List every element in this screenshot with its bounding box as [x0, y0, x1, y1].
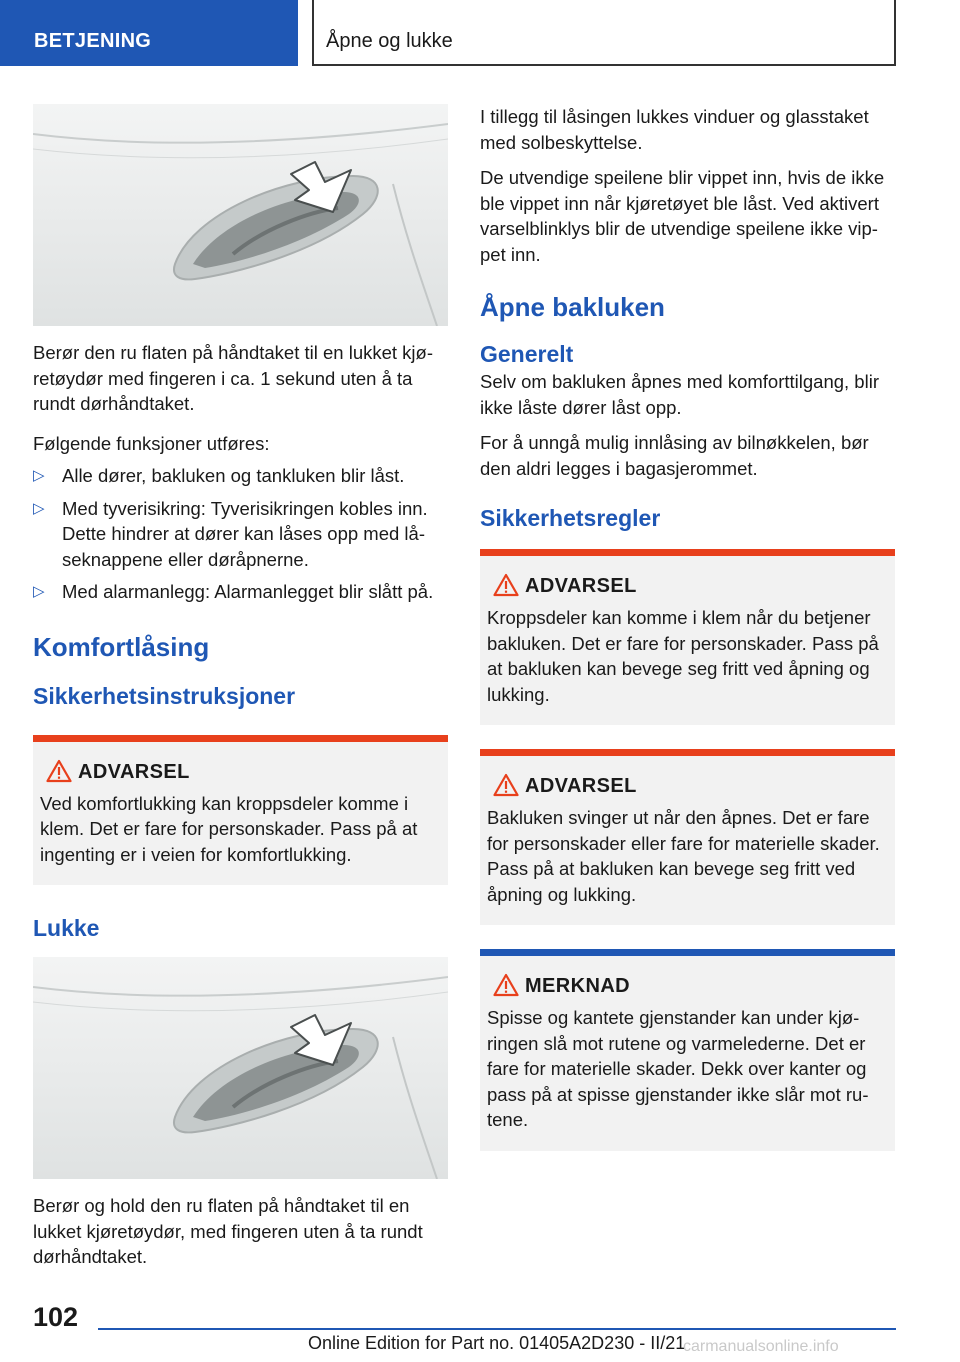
note-text: Spisse og kantete gjenstander kan under kjøringen slå mot rutene og varmelederne. Det er fare for materielle skader. Dekk over kanter og pass på at spisse gjenstander ikke slår mot rutene.: [487, 1007, 869, 1130]
heading-sikkerhetsinstruksjoner: Sikkerhetsinstruksjoner: [33, 682, 296, 709]
warning-title: ADVARSEL: [525, 575, 637, 597]
heading-komfortlasing: Komfortlåsing: [33, 631, 210, 662]
warning-icon: [493, 973, 519, 997]
para-mirrors: De utvendige speilene blir vippet inn, hvis de ikke ble vippet inn når kjøretøyet ble låst. Ved aktivert varselblinklys blir de utvendige speilene ikke vippet inn.: [480, 167, 885, 265]
warning-icon: [493, 773, 519, 797]
warning-text: Ved komfortlukking kan kroppsdeler komme i klem. Det er fare for personskader. Pass på at ingenting er i veien for komfortlukking.: [40, 792, 418, 865]
note-box: [480, 949, 895, 1151]
bullet-triangle-icon: ▷: [33, 467, 45, 484]
section-tab: [0, 0, 298, 66]
warning-box: [480, 749, 895, 925]
para-comfort-access: Selv om bakluken åpnes med komforttilgang, blir ikke låste dører låst opp.: [480, 371, 879, 418]
heading-lukke: Lukke: [33, 915, 100, 941]
bullet-triangle-icon: ▷: [33, 583, 45, 600]
functions-intro: Følgende funksjoner utføres:: [33, 432, 270, 454]
bullet-triangle-icon: ▷: [33, 499, 45, 517]
warning-title: ADVARSEL: [78, 760, 190, 783]
warning-icon: [493, 573, 519, 597]
right-column: [480, 104, 895, 1151]
footer-divider: [98, 1328, 896, 1330]
chapter-title: Åpne og lukke: [326, 30, 453, 52]
page-header: [0, 0, 960, 66]
door-handle-illustration-1: [33, 104, 448, 326]
chapter-tab: [312, 0, 896, 66]
list-item: ▷ Med alarmanlegg: Alarmanlegget blir slått på.: [33, 579, 448, 605]
functions-list: [33, 463, 448, 605]
para-key-lockin: For å unngå mulig innlåsing av bilnøkkelen, bør den aldri legges i bagasjerommet.: [480, 432, 869, 479]
page-number: 102: [33, 1302, 79, 1332]
warning-icon: [46, 759, 72, 783]
warning-box: [480, 549, 895, 725]
section-title: BETJENING: [34, 30, 152, 52]
caption-lock-touch: Berør og hold den ru flaten på håndtaket til en lukket kjøretøydør, med fingeren uten å ta rundt dørhåndtaket.: [33, 1195, 423, 1267]
heading-generelt: Generelt: [480, 341, 574, 367]
note-title: MERKNAD: [525, 975, 631, 997]
warning-text: Bakluken svinger ut når den åpnes. Det er fare for personskader eller fare for materielle skader. Pass på at bakluken kan bevege seg fritt ved åpning og lukking.: [487, 807, 880, 905]
para-windows: I tillegg til låsingen lukkes vinduer og glasstaket med solbeskyttelse.: [480, 106, 869, 153]
left-column: [33, 104, 448, 1270]
door-handle-icon: [33, 104, 448, 326]
door-handle-icon: [33, 957, 448, 1179]
door-handle-illustration-2: [33, 957, 448, 1179]
heading-apne-bakluken: Åpne bakluken: [480, 292, 665, 322]
list-item: ▷ Med tyverisikring: Tyverisikringen kobles inn. Dette hindrer at dører kan låses opp med låseknappene eller døråpnerne.: [33, 497, 428, 570]
edition-text: Online Edition for Part no. 01405A2D230 - II/21: [308, 1333, 686, 1353]
warning-text: Kroppsdeler kan komme i klem når du betjener bakluken. Det er fare for personskader. Pass på at bakluken kan bevege seg fritt ved åpning og lukking.: [487, 607, 879, 705]
warning-title: ADVARSEL: [525, 775, 637, 797]
warning-box: [33, 735, 448, 886]
heading-sikkerhetsregler: Sikkerhetsregler: [480, 505, 661, 531]
watermark: carmanualsonline.info: [683, 1338, 839, 1355]
caption-unlock-touch: Berør den ru flaten på håndtaket til en lukket kjøretøydør med fingeren i ca. 1 sekund uten å ta rundt dørhåndtaket.: [33, 342, 434, 414]
list-item: ▷ Alle dører, bakluken og tankluken blir låst.: [33, 463, 448, 489]
